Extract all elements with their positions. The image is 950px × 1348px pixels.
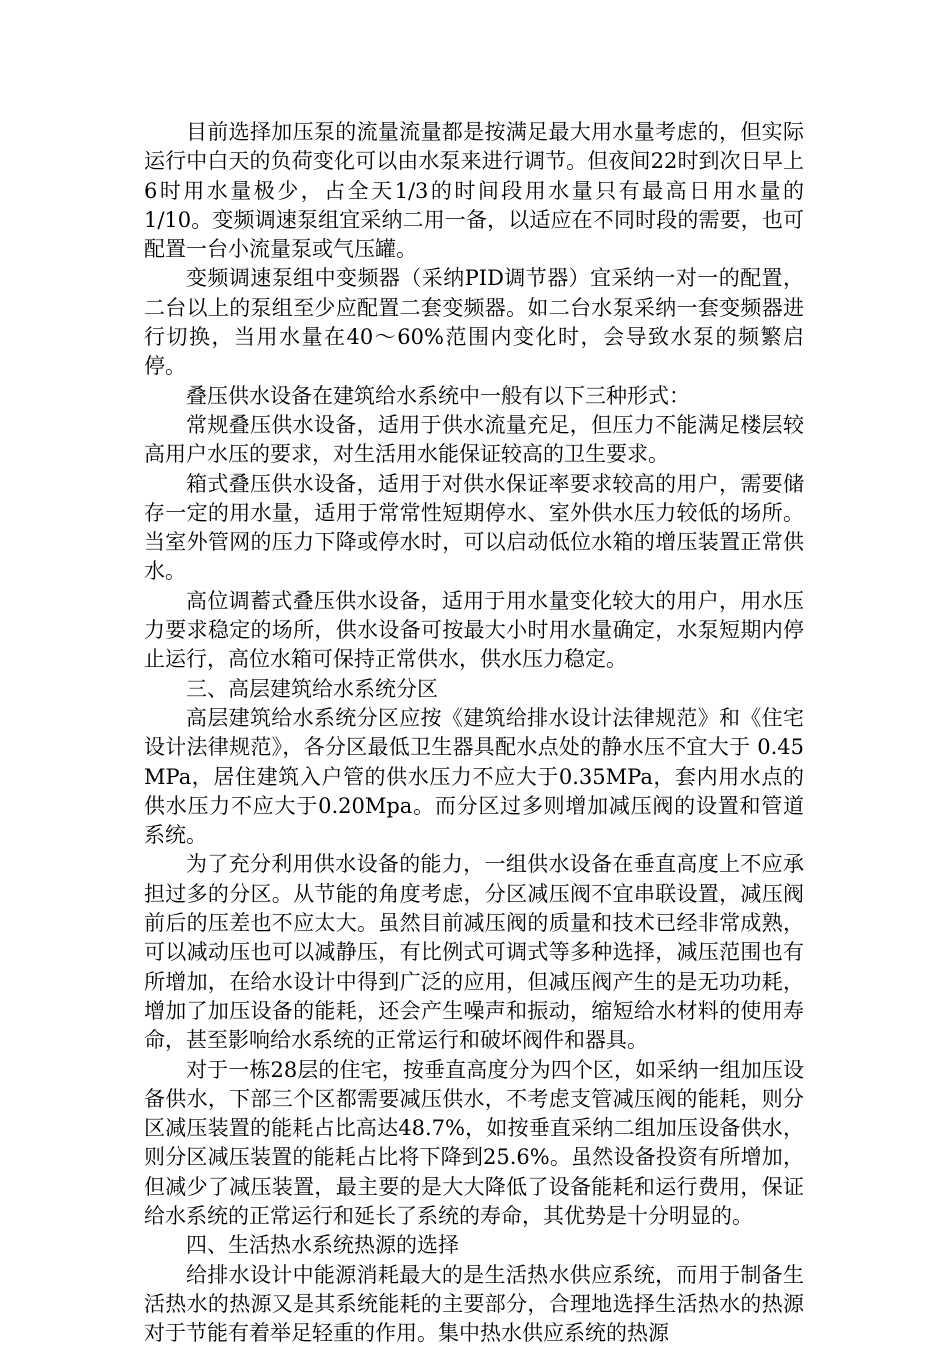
- section-heading-4: 四、生活热水系统热源的选择: [186, 1233, 459, 1258]
- document-body: [144, 118, 804, 1348]
- paragraph-tank-equipment: 箱式叠压供水设备，适用于对供水保证率要求较高的用户，需要储存一定的用水量，适用于常常性短期停水、室外供水压力较低的场所。当室外管网的压力下降或停水时，可以启动低位水箱的增压装置正常供水。: [144, 471, 804, 584]
- paragraph-pump-flow: 目前选择加压泵的流量流量都是按满足最大用水量考虑的，但实际运行中白天的负荷变化可以由水泵来进行调节。但夜间22时到次日早上6时用水量极少，占全天1/3的时间段用水量只有最高日用水量的1/10。变频调速泵组宜采纳二用一备，以适应在不同时段的需要，也可配置一台小流量泵或气压罐。: [144, 120, 804, 262]
- paragraph-28-floor-example: 对于一栋28层的住宅，按垂直高度分为四个区，如采纳一组加压设备供水，下部三个区都需要减压供水，不考虑支管减压阀的能耗，则分区减压装置的能耗占比高达48.7%，如按垂直采纳二组加压设备供水，则分区减压装置的能耗占比将下降到25.6%。虽然设备投资有所增加，但减少了减压装置，最主要的是大大降低了设备能耗和运行费用，保证给水系统的正常运行和延长了系统的寿命，其优势是十分明显的。: [144, 1057, 804, 1228]
- paragraph-frequency-converter: 变频调速泵组中变频器（采纳PID调节器）宜采纳一对一的配置，二台以上的泵组至少应配置二套变频器。如二台水泵采纳一套变频器进行切换，当用水量在40～60%范围内变化时，会导致水泵的频繁启停。: [144, 266, 804, 379]
- paragraph-pressure-reducing-valve: 为了充分利用供水设备的能力，一组供水设备在垂直高度上不应承担过多的分区。从节能的角度考虑，分区减压阀不宜串联设置，减压阀前后的压差也不应太大。虽然目前减压阀的质量和技术已经非常成熟，可以减动压也可以减静压，有比例式可调式等多种选择，减压范围也有所增加，在给水设计中得到广泛的应用，但减压阀产生的是无功功耗，增加了加压设备的能耗，还会产生噪声和振动，缩短给水材料的使用寿命，甚至影响给水系统的正常运行和破坏阀件和器具。: [144, 852, 804, 1053]
- paragraph-zoning-standards: 高层建筑给水系统分区应按《建筑给排水设计法律规范》和《住宅设计法律规范》，各分区最低卫生器具配水点处的静水压不宜大于 0.45 MPa，居住建筑入户管的供水压力不应大于0.35MPa，套内用水点的供水压力不应大于0.20Mpa。而分区过多则增加减压阀的设置和管道系统。: [144, 705, 804, 848]
- paragraph-conventional-equipment: 常规叠压供水设备，适用于供水流量充足，但压力不能满足楼层较高用户水压的要求，对生活用水能保证较高的卫生要求。: [144, 412, 804, 467]
- paragraph-hot-water-source: 给排水设计中能源消耗最大的是生活热水供应系统，而用于制备生活热水的热源又是其系统能耗的主要部分，合理地选择生活热水的热源对于节能有着举足轻重的作用。集中热水供应系统的热源: [144, 1262, 804, 1346]
- paragraph-pressure-equipment-intro: 叠压供水设备在建筑给水系统中一般有以下三种形式：: [186, 383, 690, 408]
- paragraph-high-tank-equipment: 高位调蓄式叠压供水设备，适用于用水量变化较大的用户，用水压力要求稳定的场所，供水设备可按最大小时用水量确定，水泵短期内停止运行，高位水箱可保持正常供水，供水压力稳定。: [144, 588, 804, 672]
- section-heading-3: 三、高层建筑给水系统分区: [186, 676, 438, 701]
